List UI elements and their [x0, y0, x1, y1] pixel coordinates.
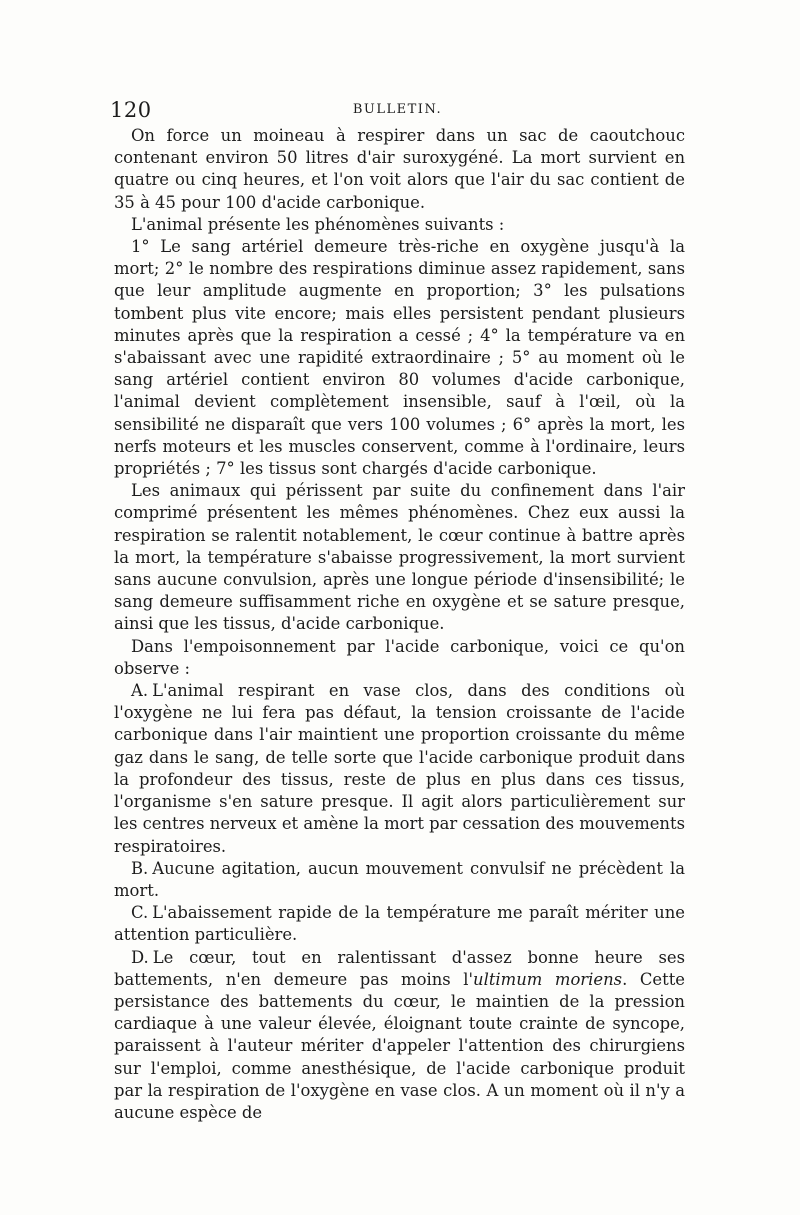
item-a-text: L'animal respirant en vase clos, dans des conditions où l'oxygène ne lui fera pas défaut, la tension croissante de l'acide carbonique dans l'air maintient une proportion croissante du même gaz dans le sang, de telle sorte que l'acide carbonique produit dans la profondeur des tissus, reste de plus en plus dans ces tissus, l'organisme s'en sature presque. Il agit alors particulièrement sur les centres nerveux et amène la mort par cessation des mouvements respiratoires. [114, 681, 685, 856]
item-b-text: Aucune agitation, aucun mouvement convulsif ne précèdent la mort. [114, 858, 685, 900]
paragraph-phenomena-list: 1° Le sang artériel demeure très-riche en oxygène jusqu'à la mort; 2° le nombre des respirations diminue assez rapidement, sans que leur amplitude augmente en proportion; 3° les pulsations tombent plus vite encore; mais elles persistent pendant plusieurs minutes après que la respiration a cessé ; 4° la température va en s'abaissant avec une rapidité extraordinaire ; 5° au moment où le sang artériel contient environ 80 volumes d'acide carbonique, l'animal devient complètement insensible, sauf à l'œil, où la sensibilité ne disparaît que vers 100 volumes ; 6° après la mort, les nerfs moteurs et les muscles conservent, comme à l'ordinaire, leurs propriétés ; 7° les tissus sont chargés d'acide carbonique. [114, 237, 685, 479]
paragraph-phenomena-intro: L'animal présente les phénomènes suivants : [131, 214, 505, 234]
paragraph-poisoning-intro: Dans l'empoisonnement par l'acide carbonique, voici ce qu'on observe : [114, 636, 685, 678]
item-c-label: C. [131, 903, 149, 923]
paragraph-compressed-air: Les animaux qui périssent par suite du confinement dans l'air comprimé présentent les mêmes phénomènes. Chez eux aussi la respiration se ralentit notablement, le cœur continue à battre après la mort, la température s'abaisse progressivement, la mort survient sans aucune convulsion, après une longue période d'insensibilité; le sang demeure suffisamment riche en oxygène et se sature presque, ainsi que les tissus, d'acide carbonique. [114, 481, 685, 634]
paragraph-item-b [114, 858, 685, 902]
item-d-text-end: . Cette persistance des battements du cœur, le maintien de la pression cardiaque à une valeur élevée, éloignant toute crainte de syncope, paraissent à l'auteur mériter d'appeler l'attention des chirurgiens sur l'emploi, comme anesthésique, de l'acide carbonique produit par la respiration de l'oxygène en vase clos. A un moment où il n'y a aucune espèce de [114, 969, 685, 1122]
running-title: BULLETIN. [352, 102, 443, 117]
item-d-latin-phrase: ultimum moriens [473, 969, 623, 989]
item-c-text: L'abaissement rapide de la température me paraît mériter une attention particulière. [114, 903, 685, 945]
paragraph-item-c [114, 902, 685, 946]
page-header [110, 98, 685, 122]
page-number: 120 [110, 98, 152, 122]
paragraph-item-a [114, 680, 685, 858]
item-a-label: A. [131, 681, 149, 701]
body-text [114, 125, 685, 1124]
paragraph-sparrow-experiment: On force un moineau à respirer dans un sac de caoutchouc contenant environ 50 litres d'air suroxygéné. La mort survient en quatre ou cinq heures, et l'on voit alors que l'air du sac contient de 35 à 45 pour 100 d'acide carbonique. [114, 126, 685, 212]
item-d-text-start: Le cœur, tout en ralentissant d'assez bonne heure ses battements, n'en demeure pas moins l' [114, 947, 685, 989]
item-b-label: B. [131, 858, 149, 878]
item-d-label: D. [131, 947, 149, 967]
paragraph-item-d [114, 947, 685, 1125]
